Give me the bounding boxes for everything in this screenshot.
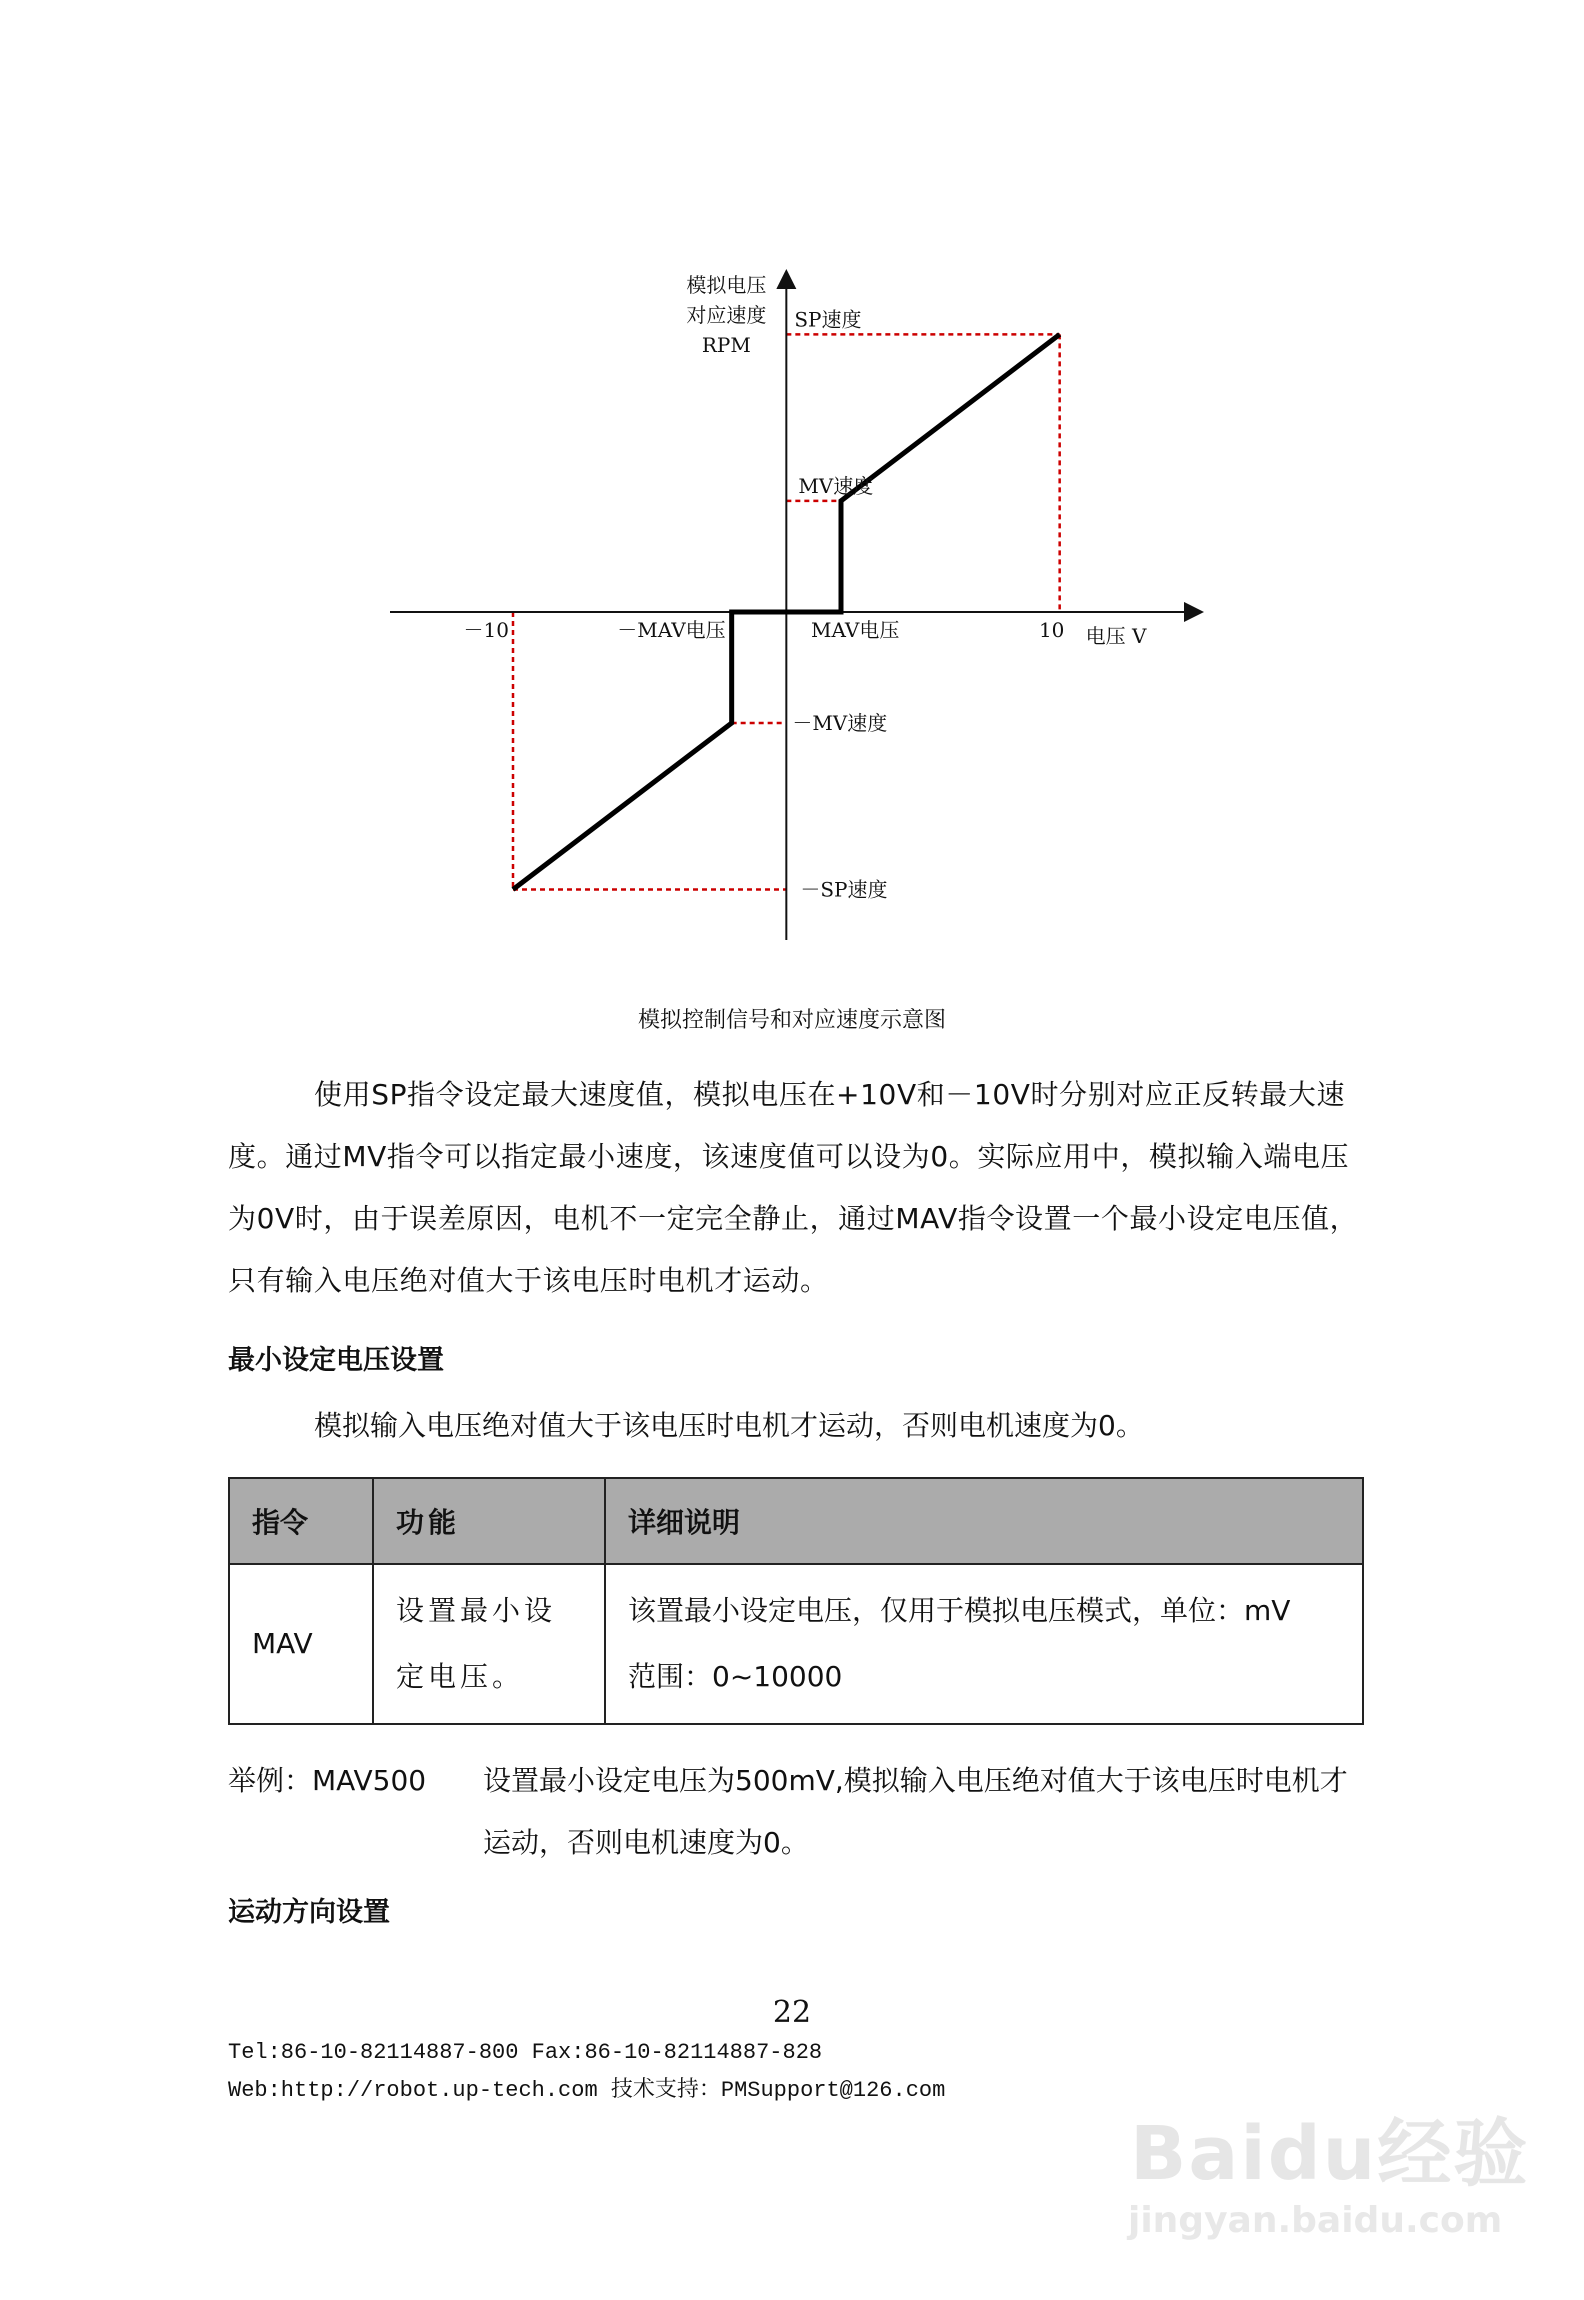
figure-caption: 模拟控制信号和对应速度示意图 <box>637 1008 946 1033</box>
example-label: 举例：MAV500 <box>228 1764 427 1797</box>
section-title-min-voltage: 最小设定电压设置 <box>228 1345 444 1376</box>
detail-line-2: 范围：0~10000 <box>628 1660 843 1693</box>
table-header: 功能 <box>373 1478 605 1564</box>
footer-web: Web:http://robot.up-tech.com 技术支持：PMSupport@126.com <box>228 2078 946 2103</box>
y-tick-label: －SP速度 <box>800 877 888 902</box>
x-tick-label: 10 <box>1038 617 1065 642</box>
footer-contact: Tel:86-10-82114887-800 Fax:86-10-82114887-828 <box>228 2040 823 2065</box>
x-tick-label: －MAV电压 <box>617 617 726 642</box>
detail-line-1: 该置最小设定电压，仅用于模拟电压模式，单位：mV <box>628 1594 1291 1627</box>
watermark-url: jingyan.baidu.com <box>1128 2200 1503 2241</box>
table-header-row <box>229 1478 1363 1564</box>
table-cell-function: 设置最小设定电压。 <box>373 1564 605 1724</box>
page-number: 22 <box>772 1995 812 2030</box>
example-text: 设置最小设定电压为500mV,模拟输入电压绝对值大于该电压时电机才运动，否则电机速度为0。 <box>483 1764 1348 1859</box>
y-tick-label: MV速度 <box>798 473 874 498</box>
table-header: 详细说明 <box>605 1478 1363 1564</box>
y-axis-label: RPM <box>701 333 751 357</box>
chart-svg <box>390 265 1210 945</box>
speed-voltage-chart <box>390 265 1210 945</box>
y-axis-label: 模拟电压 <box>686 273 767 297</box>
section-title-direction: 运动方向设置 <box>228 1897 390 1928</box>
y-tick-label: SP速度 <box>794 307 862 332</box>
x-axis-label: 电压 V <box>1085 623 1147 648</box>
intro-paragraph: 使用SP指令设定最大速度值，模拟电压在+10V和－10V时分别对应正反转最大速度。通过MV指令可以指定最小速度，该速度值可以设为0。实际应用中，模拟输入端电压为0V时，由于误差原因，电机不一定完全静止，通过MAV指令设置一个最小设定电压值，只有输入电压绝对值大于该电压时电机才运动。 <box>228 1078 1359 1297</box>
table-cell-command: MAV <box>229 1564 373 1724</box>
section-min-voltage-text: 模拟输入电压绝对值大于该电压时电机才运动，否则电机速度为0。 <box>314 1409 1144 1442</box>
x-tick-label: MAV电压 <box>811 617 900 642</box>
table-row <box>229 1564 1363 1724</box>
y-axis-label: 对应速度 <box>686 303 767 327</box>
watermark-logo: Baidu经验 <box>1130 2111 1530 2197</box>
y-tick-label: －MV速度 <box>792 710 888 735</box>
table-header: 指令 <box>229 1478 373 1564</box>
table-cell-detail <box>605 1564 1363 1724</box>
command-table <box>228 1477 1364 1725</box>
x-tick-label: －10 <box>463 617 509 642</box>
